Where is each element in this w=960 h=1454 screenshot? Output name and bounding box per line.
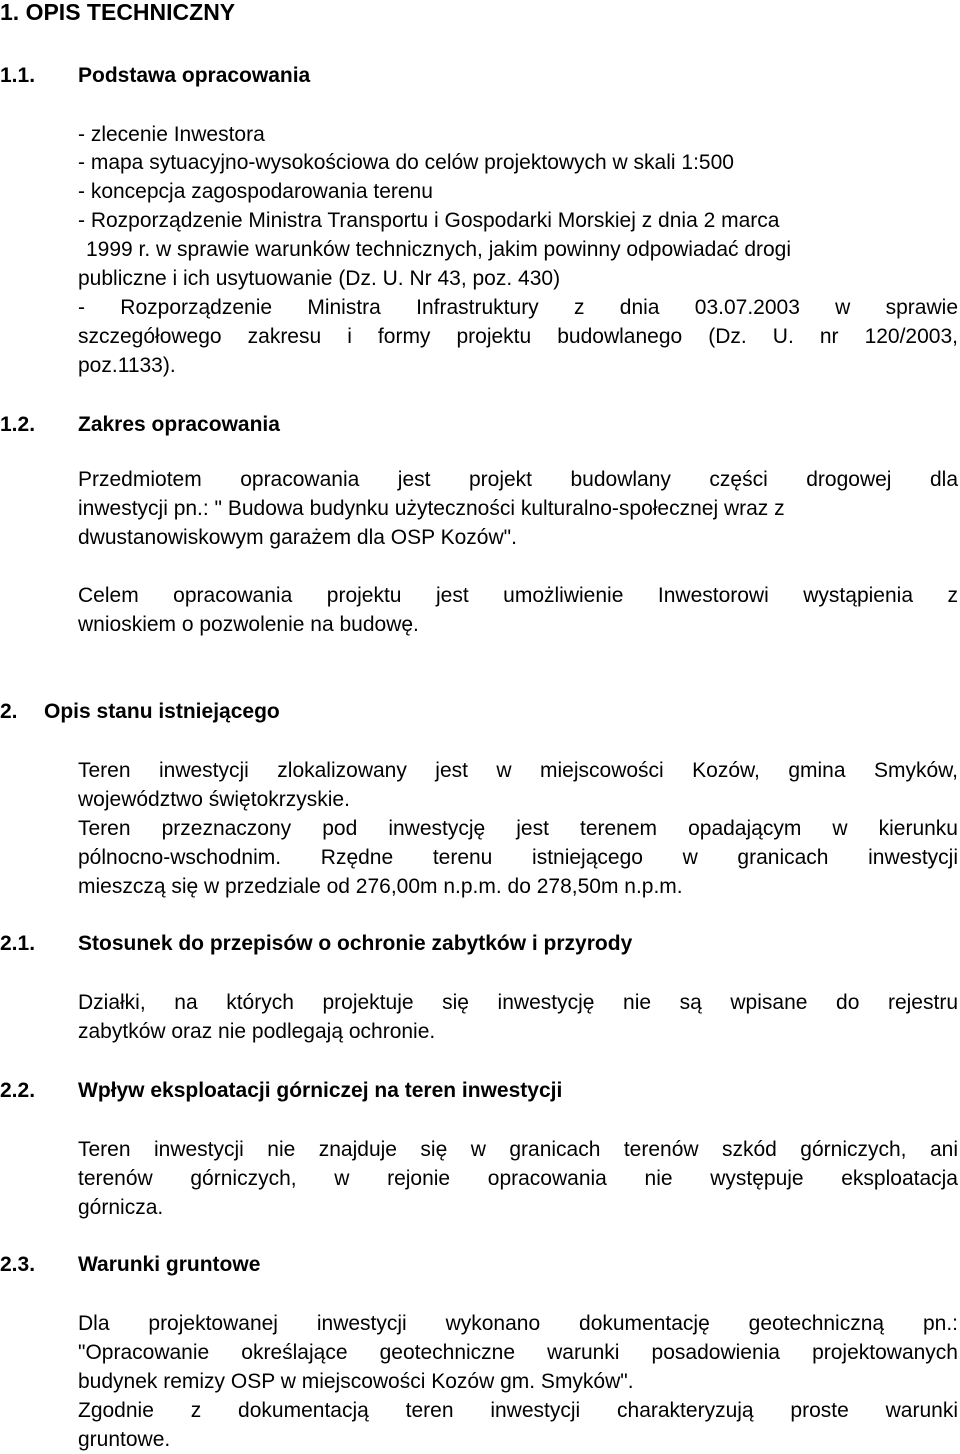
paragraph-line: dwustanowiskowym garażem dla OSP Kozów".: [78, 526, 517, 549]
section-title-2-1: Stosunek do przepisów o ochronie zabytków i przyrody: [78, 932, 633, 955]
paragraph-line: "Opracowanie określające geotechniczne warunki posadowienia projektowanych: [78, 1341, 958, 1364]
paragraph-line: województwo świętokrzyskie.: [78, 788, 350, 811]
paragraph-line: Teren inwestycji nie znajduje się w granicach terenów szkód górniczych, ani: [78, 1138, 958, 1161]
list-item-continuation: 1999 r. w sprawie warunków technicznych, jakim powinny odpowiadać drogi: [86, 238, 792, 261]
list-item: - Rozporządzenie Ministra Infrastruktury z dnia 03.07.2003 w sprawie: [78, 296, 958, 319]
section-number-1-2: 1.2.: [0, 413, 36, 436]
list-item-continuation: szczegółowego zakresu i formy projektu budowlanego (Dz. U. nr 120/2003,: [78, 325, 958, 348]
list-item: - Rozporządzenie Ministra Transportu i Gospodarki Morskiej z dnia 2 marca: [78, 209, 780, 232]
paragraph-line: budynek remizy OSP w miejscowości Kozów gm. Smyków".: [78, 1370, 634, 1393]
paragraph-line: mieszczą się w przedziale od 276,00m n.p.m. do 278,50m n.p.m.: [78, 875, 683, 898]
list-item: - koncepcja zagospodarowania terenu: [78, 180, 433, 203]
paragraph-line: zabytków oraz nie podlegają ochronie.: [78, 1020, 436, 1043]
paragraph-line: Zgodnie z dokumentacją teren inwestycji charakteryzują proste warunki: [78, 1399, 958, 1422]
paragraph-line: Działki, na których projektuje się inwestycję nie są wpisane do rejestru: [78, 991, 958, 1014]
paragraph-line: Teren przeznaczony pod inwestycję jest terenem opadającym w kierunku: [78, 817, 958, 840]
paragraph-line: pólnocno-wschodnim. Rzędne terenu istniejącego w granicach inwestycji: [78, 846, 958, 869]
section-title-1-2: Zakres opracowania: [78, 413, 280, 436]
paragraph-line: górnicza.: [78, 1196, 164, 1219]
paragraph-line: terenów górniczych, w rejonie opracowania nie występuje eksploatacja: [78, 1167, 958, 1190]
section-title-2-3: Warunki gruntowe: [78, 1253, 261, 1276]
paragraph-line: inwestycji pn.: " Budowa budynku użyteczności kulturalno-społecznej wraz z: [78, 497, 785, 520]
document-title: 1. OPIS TECHNICZNY: [0, 0, 236, 25]
paragraph-line: gruntowe.: [78, 1428, 171, 1451]
list-item-continuation: poz.1133).: [78, 354, 176, 377]
section-number-2-1: 2.1.: [0, 932, 36, 955]
paragraph-line: Dla projektowanej inwestycji wykonano dokumentację geotechniczną pn.:: [78, 1312, 958, 1335]
section-title-2: Opis stanu istniejącego: [44, 700, 280, 723]
section-number-2-2: 2.2.: [0, 1079, 36, 1102]
paragraph-line: Przedmiotem opracowania jest projekt budowlany części drogowej dla: [78, 468, 958, 491]
paragraph-line: Celem opracowania projektu jest umożliwienie Inwestorowi wystąpienia z: [78, 584, 958, 607]
section-number-2: 2.: [0, 700, 18, 723]
section-number-2-3: 2.3.: [0, 1253, 36, 1276]
paragraph-line: Teren inwestycji zlokalizowany jest w miejscowości Kozów, gmina Smyków,: [78, 759, 958, 782]
list-item: - mapa sytuacyjno-wysokościowa do celów projektowych w skali 1:500: [78, 151, 734, 174]
list-item-continuation: publiczne i ich usytuowanie (Dz. U. Nr 43, poz. 430): [78, 267, 561, 290]
section-title-2-2: Wpływ eksploatacji górniczej na teren inwestycji: [78, 1079, 563, 1102]
section-number-1-1: 1.1.: [0, 64, 36, 87]
list-item: - zlecenie Inwestora: [78, 123, 265, 146]
section-title-1-1: Podstawa opracowania: [78, 64, 311, 87]
paragraph-line: wnioskiem o pozwolenie na budowę.: [78, 613, 419, 636]
